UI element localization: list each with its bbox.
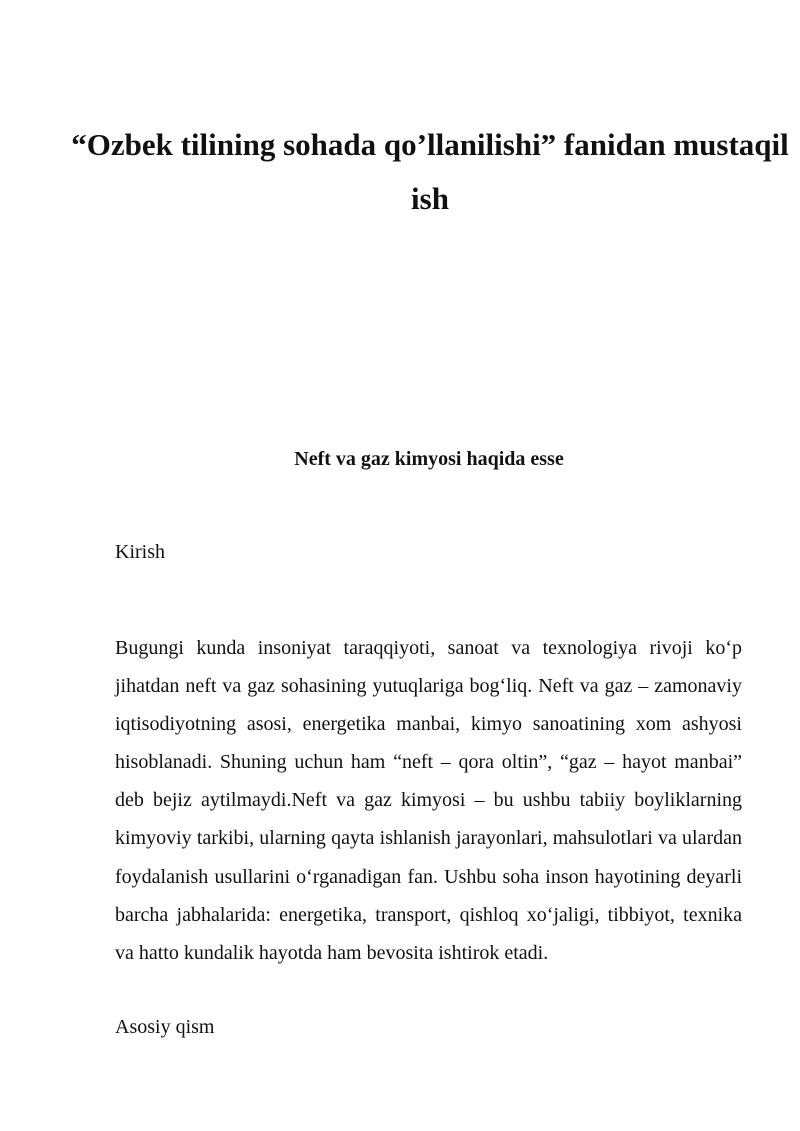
section-heading-intro: Kirish [115, 541, 165, 563]
intro-paragraph: Bugungi kunda insoniyat taraqqiyoti, sanoat va texnologiya rivoji ko‘p jihatdan neft va gaz sohasining yutuqlariga bog‘liq. Neft va gaz – zamonaviy iqtisodiyotning asosi, energetika manbai, kimyo sanoatining xom ashyosi hisoblanadi. Shuning uchun ham “neft – qora oltin”, “gaz – hayot manbai” deb bejiz aytilmaydi.Neft va gaz kimyosi – bu ushbu tabiiy boyliklarning kimyoviy tarkibi, ularning qayta ishlanish jarayonlari, mahsulotlari va ulardan foydalanish usullarini o‘rganadigan fan. Ushbu soha inson hayotining deyarli barcha jabhalarida: energetika, transport, qishloq xo‘jaligi, tibbiyot, texnika va hatto kundalik hayotda ham bevosita ishtirok etadi. [115, 637, 742, 964]
document-title: “Ozbek tilining sohada qo’llanilishi” fanidan mustaqil ish [71, 127, 789, 216]
essay-subtitle: Neft va gaz kimyosi haqida esse [294, 448, 564, 470]
section-heading-main: Asosiy qism [115, 1016, 215, 1038]
